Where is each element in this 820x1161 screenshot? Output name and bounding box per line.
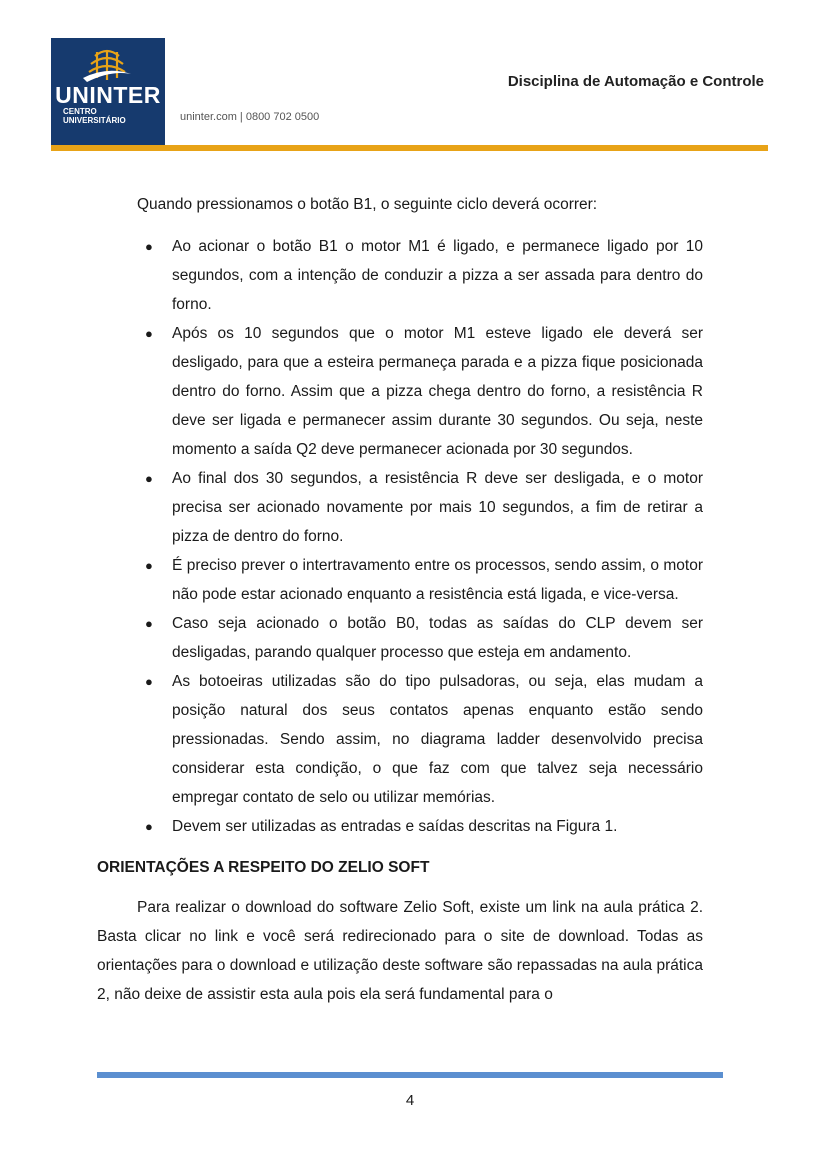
bullet-icon: ●	[145, 819, 153, 834]
list-item	[137, 551, 703, 609]
contact-info: uninter.com | 0800 702 0500	[180, 111, 320, 123]
uninter-logo	[51, 38, 165, 147]
list-item	[137, 464, 703, 551]
list-item	[137, 232, 703, 319]
logo-subtitle	[63, 107, 126, 125]
bullet-icon: ●	[145, 326, 153, 341]
list-item-text: Devem ser utilizadas as entradas e saídas descritas na Figura 1.	[172, 818, 618, 835]
bullet-icon: ●	[145, 616, 153, 631]
logo-sub-line1: CENTRO	[63, 107, 97, 116]
document-body	[97, 193, 703, 1009]
bullet-icon: ●	[145, 558, 153, 573]
body-paragraph: Para realizar o download do software Zelio Soft, existe um link na aula prática 2. Basta clicar no link e você será redirecionado para o site de download. Todas as orientações para o download e utilização deste software são repassadas na aula prática 2, não deixe de assistir esta aula pois ela será fundamental para o	[97, 899, 703, 1003]
list-item-text: Após os 10 segundos que o motor M1 esteve ligado ele deverá ser desligado, para que a esteira permaneça parada e a pizza fique posicionada dentro do forno. Assim que a pizza chega dentro do forno, a resistência R deve ser ligada e permanecer assim durante 30 segundos. Ou seja, neste momento a saída Q2 deve permanecer acionada por 30 segundos.	[172, 325, 703, 458]
bullet-list	[97, 232, 703, 841]
bullet-icon: ●	[145, 471, 153, 486]
footer-divider	[97, 1072, 723, 1078]
list-item-text: Caso seja acionado o botão B0, todas as saídas do CLP devem ser desligadas, parando qualquer processo que esteja em andamento.	[172, 615, 703, 661]
page-number: 4	[405, 1092, 415, 1109]
list-item-text: Ao acionar o botão B1 o motor M1 é ligado, e permanece ligado por 10 segundos, com a intenção de conduzir a pizza a ser assada para dentro do forno.	[172, 238, 703, 313]
list-item-text: As botoeiras utilizadas são do tipo pulsadoras, ou seja, elas mudam a posição natural dos seus contatos apenas enquanto estão sendo pressionadas. Sendo assim, no diagrama ladder desenvolvido precisa considerar esta condição, o que faz com que talvez seja necessário empregar contato de selo ou utilizar memórias.	[172, 673, 703, 806]
header-divider	[51, 145, 768, 151]
page-header-title: Disciplina de Automação e Controle	[507, 73, 764, 90]
list-item-text: Ao final dos 30 segundos, a resistência R deve ser desligada, e o motor precisa ser acionado novamente por mais 10 segundos, a fim de retirar a pizza de dentro do forno.	[172, 470, 703, 545]
bullet-icon: ●	[145, 239, 153, 254]
list-item	[137, 319, 703, 464]
list-item-text: É preciso prever o intertravamento entre os processos, sendo assim, o motor não pode estar acionado enquanto a resistência está ligada, e vice-versa.	[172, 557, 703, 603]
logo-sub-line2: UNIVERSITÁRIO	[63, 116, 126, 125]
bullet-icon: ●	[145, 674, 153, 689]
list-item	[137, 812, 703, 841]
logo-wordmark: UNINTER	[55, 82, 161, 108]
list-item	[137, 667, 703, 812]
section-heading: ORIENTAÇÕES A RESPEITO DO ZELIO SOFT	[97, 859, 430, 876]
list-item	[137, 609, 703, 667]
lead-sentence: Quando pressionamos o botão B1, o seguinte ciclo deverá ocorrer:	[137, 196, 598, 213]
